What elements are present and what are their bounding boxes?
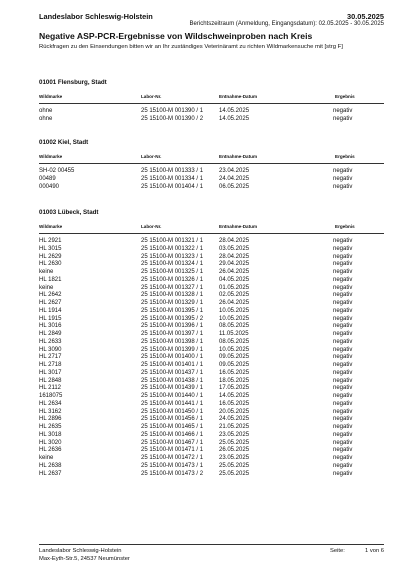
cell-entnahme-datum: 16.05.2025 — [219, 369, 250, 376]
cell-labor-nr: 25 15100-M 001326 / 1 — [141, 276, 204, 283]
table-row — [39, 354, 384, 362]
footer-lab: Landeslabor Schleswig-Holstein — [39, 548, 122, 554]
column-headers — [39, 93, 384, 104]
table-row — [39, 385, 384, 393]
cell-labor-nr: 25 15100-M 001473 / 2 — [141, 470, 204, 477]
cell-ergebnis: negativ — [333, 424, 353, 430]
cell-wildmarke: SH-02 00455 — [39, 168, 75, 174]
cell-entnahme-datum: 17.05.2025 — [219, 385, 250, 392]
result-rows — [39, 108, 384, 124]
table-row — [39, 393, 384, 401]
cell-labor-nr: 25 15100-M 001395 / 1 — [141, 307, 204, 314]
cell-ergebnis: negativ — [333, 269, 353, 275]
cell-labor-nr: 25 15100-M 001439 / 1 — [141, 385, 204, 392]
cell-ergebnis: negativ — [333, 439, 353, 446]
cell-labor-nr: 25 15100-M 001395 / 2 — [141, 315, 204, 322]
cell-entnahme-datum: 26.04.2025 — [219, 269, 250, 275]
cell-wildmarke: HL 3018 — [39, 431, 62, 438]
cell-entnahme-datum: 14.05.2025 — [219, 115, 250, 122]
column-wildmarke: Wildmarke — [39, 94, 63, 99]
cell-labor-nr: 25 15100-M 001438 / 1 — [141, 377, 204, 384]
cell-ergebnis: negativ — [333, 276, 353, 283]
cell-labor-nr: 25 15100-M 001399 / 1 — [141, 346, 204, 353]
cell-labor-nr: 25 15100-M 001401 / 1 — [141, 362, 204, 368]
cell-entnahme-datum: 02.05.2025 — [219, 292, 250, 299]
cell-entnahme-datum: 03.05.2025 — [219, 245, 250, 252]
cell-ergebnis: negativ — [333, 408, 353, 415]
cell-wildmarke: HL 3020 — [39, 439, 62, 446]
cell-entnahme-datum: 25.05.2025 — [219, 439, 250, 446]
cell-ergebnis: negativ — [333, 377, 353, 384]
table-row — [39, 300, 384, 308]
cell-labor-nr: 25 15100-M 001325 / 1 — [141, 269, 204, 275]
cell-entnahme-datum: 25.05.2025 — [219, 462, 250, 469]
cell-wildmarke: HL 2637 — [39, 470, 62, 477]
table-row — [39, 347, 384, 355]
cell-wildmarke: HL 2629 — [39, 253, 62, 260]
cell-entnahme-datum: 10.05.2025 — [219, 307, 250, 314]
cell-wildmarke: 1618075 — [39, 393, 63, 399]
cell-entnahme-datum: 06.05.2025 — [219, 183, 250, 190]
cell-ergebnis: negativ — [333, 183, 353, 190]
cell-entnahme-datum: 28.04.2025 — [219, 253, 250, 260]
cell-ergebnis: negativ — [333, 362, 353, 368]
table-row — [39, 378, 384, 386]
cell-ergebnis: negativ — [333, 253, 353, 260]
cell-entnahme-datum: 09.05.2025 — [219, 362, 250, 368]
cell-ergebnis: negativ — [333, 300, 353, 306]
table-row — [39, 108, 384, 116]
cell-labor-nr: 25 15100-M 001437 / 1 — [141, 369, 204, 376]
cell-ergebnis: negativ — [333, 323, 353, 330]
cell-labor-nr: 25 15100-M 001400 / 1 — [141, 354, 204, 361]
cell-wildmarke: HL 2634 — [39, 400, 62, 407]
cell-wildmarke: HL 1915 — [39, 315, 62, 322]
cell-labor-nr: 25 15100-M 001471 / 1 — [141, 447, 204, 454]
table-row — [39, 471, 384, 479]
cell-wildmarke: HL 1821 — [39, 276, 62, 283]
column-labor-nr: Labor-Nr. — [141, 154, 162, 159]
cell-labor-nr: 25 15100-M 001404 / 1 — [141, 183, 204, 190]
cell-wildmarke: HL 3162 — [39, 408, 62, 415]
cell-ergebnis: negativ — [333, 108, 353, 114]
column-entnahme-datum: Entnahme-Datum — [219, 94, 258, 99]
cell-entnahme-datum: 01.05.2025 — [219, 284, 250, 291]
cell-labor-nr: 25 15100-M 001466 / 1 — [141, 431, 204, 438]
cell-entnahme-datum: 23.05.2025 — [219, 431, 250, 438]
cell-entnahme-datum: 23.05.2025 — [219, 455, 250, 461]
column-wildmarke: Wildmarke — [39, 154, 63, 159]
cell-entnahme-datum: 24.04.2025 — [219, 175, 250, 182]
table-row — [39, 455, 384, 463]
cell-entnahme-datum: 26.04.2025 — [219, 300, 250, 306]
cell-ergebnis: negativ — [333, 393, 353, 399]
cell-wildmarke: ohne — [39, 115, 53, 122]
column-labor-nr: Labor-Nr. — [141, 94, 162, 99]
district-heading: 01003 Lübeck, Stadt — [39, 209, 99, 216]
cell-ergebnis: negativ — [333, 416, 353, 423]
footer-divider — [39, 544, 384, 545]
district-section — [39, 79, 384, 124]
cell-ergebnis: negativ — [333, 261, 353, 268]
column-labor-nr: Labor-Nr. — [141, 224, 162, 229]
table-row — [39, 269, 384, 277]
cell-ergebnis: negativ — [333, 431, 353, 438]
cell-labor-nr: 25 15100-M 001456 / 1 — [141, 416, 204, 423]
cell-entnahme-datum: 23.04.2025 — [219, 168, 250, 174]
cell-ergebnis: negativ — [333, 447, 353, 454]
table-row — [39, 285, 384, 293]
cell-ergebnis: negativ — [333, 292, 353, 299]
cell-labor-nr: 25 15100-M 001334 / 1 — [141, 175, 204, 182]
cell-ergebnis: negativ — [333, 175, 353, 182]
cell-ergebnis: negativ — [333, 245, 353, 252]
cell-labor-nr: 25 15100-M 001390 / 2 — [141, 115, 204, 122]
cell-wildmarke: HL 2627 — [39, 300, 62, 306]
table-row — [39, 168, 384, 176]
table-row — [39, 432, 384, 440]
table-row — [39, 261, 384, 269]
cell-entnahme-datum: 28.04.2025 — [219, 238, 250, 244]
cell-wildmarke: HL 2921 — [39, 238, 62, 244]
district-heading: 01002 Kiel, Stadt — [39, 139, 89, 146]
cell-entnahme-datum: 21.05.2025 — [219, 424, 250, 430]
cell-ergebnis: negativ — [333, 315, 353, 322]
cell-entnahme-datum: 24.05.2025 — [219, 416, 250, 423]
cell-ergebnis: negativ — [333, 385, 353, 392]
footer-page-number: 1 von 6 — [364, 548, 384, 554]
table-row — [39, 401, 384, 409]
table-row — [39, 440, 384, 448]
cell-entnahme-datum: 16.05.2025 — [219, 400, 250, 407]
cell-wildmarke: HL 2896 — [39, 416, 62, 423]
cell-labor-nr: 25 15100-M 001467 / 1 — [141, 439, 204, 446]
cell-ergebnis: negativ — [333, 400, 353, 407]
column-entnahme-datum: Entnahme-Datum — [219, 224, 258, 229]
cell-entnahme-datum: 29.04.2025 — [219, 261, 250, 268]
footer-address: Max-Eyth-Str.5, 24537 Neumünster — [39, 556, 130, 562]
table-row — [39, 184, 384, 192]
cell-entnahme-datum: 10.05.2025 — [219, 315, 250, 322]
cell-wildmarke: HL 2717 — [39, 354, 62, 361]
cell-wildmarke: HL 2638 — [39, 462, 62, 469]
cell-ergebnis: negativ — [333, 115, 353, 122]
cell-labor-nr: 25 15100-M 001397 / 1 — [141, 331, 204, 337]
cell-wildmarke: keine — [39, 284, 54, 291]
cell-labor-nr: 25 15100-M 001472 / 1 — [141, 455, 204, 461]
cell-entnahme-datum: 25.05.2025 — [219, 470, 250, 477]
cell-wildmarke: HL 2848 — [39, 377, 62, 384]
table-row — [39, 424, 384, 432]
cell-wildmarke: HL 2635 — [39, 424, 62, 430]
table-row — [39, 116, 384, 124]
report-note: Rückfragen zu den Einsendungen bitten wir an Ihr zuständiges Veterinäramt zu richten Wildmarkensuche mit [strg F] — [39, 44, 343, 50]
cell-entnahme-datum: 26.05.2025 — [219, 447, 250, 454]
cell-labor-nr: 25 15100-M 001323 / 1 — [141, 253, 204, 260]
report-date: 30.05.2025 — [347, 12, 384, 21]
cell-ergebnis: negativ — [333, 354, 353, 361]
column-headers — [39, 223, 384, 234]
cell-ergebnis: negativ — [333, 462, 353, 469]
column-ergebnis: Ergebnis — [335, 94, 355, 99]
cell-wildmarke: keine — [39, 269, 54, 275]
cell-wildmarke: HL 2112 — [39, 385, 62, 392]
table-row — [39, 277, 384, 285]
cell-entnahme-datum: 08.05.2025 — [219, 338, 250, 345]
table-row — [39, 308, 384, 316]
cell-labor-nr: 25 15100-M 001440 / 1 — [141, 393, 204, 399]
cell-ergebnis: negativ — [333, 284, 353, 291]
cell-wildmarke: ohne — [39, 108, 53, 114]
lab-name: Landeslabor Schleswig-Holstein — [39, 12, 153, 21]
table-row — [39, 409, 384, 417]
cell-wildmarke: HL 3017 — [39, 369, 62, 376]
column-ergebnis: Ergebnis — [335, 224, 355, 229]
cell-ergebnis: negativ — [333, 338, 353, 345]
table-row — [39, 331, 384, 339]
table-row — [39, 416, 384, 424]
cell-labor-nr: 25 15100-M 001329 / 1 — [141, 300, 204, 306]
cell-wildmarke: HL 2642 — [39, 292, 62, 299]
cell-labor-nr: 25 15100-M 001441 / 1 — [141, 400, 204, 407]
cell-wildmarke: HL 2630 — [39, 261, 62, 268]
column-headers — [39, 153, 384, 164]
cell-entnahme-datum: 04.05.2025 — [219, 276, 250, 283]
district-section — [39, 139, 384, 191]
cell-wildmarke: keine — [39, 455, 54, 461]
cell-labor-nr: 25 15100-M 001398 / 1 — [141, 338, 204, 345]
cell-wildmarke: HL 3015 — [39, 245, 62, 252]
cell-ergebnis: negativ — [333, 369, 353, 376]
report-title: Negative ASP-PCR-Ergebnisse von Wildschweinproben nach Kreis — [39, 31, 313, 41]
cell-wildmarke: HL 3016 — [39, 323, 62, 330]
cell-entnahme-datum: 08.05.2025 — [219, 323, 250, 330]
table-row — [39, 362, 384, 370]
cell-ergebnis: negativ — [333, 168, 353, 174]
cell-labor-nr: 25 15100-M 001322 / 1 — [141, 245, 204, 252]
cell-labor-nr: 25 15100-M 001396 / 1 — [141, 323, 204, 330]
footer-page-label: Seite: — [330, 548, 345, 554]
column-entnahme-datum: Entnahme-Datum — [219, 154, 258, 159]
column-wildmarke: Wildmarke — [39, 224, 63, 229]
cell-entnahme-datum: 10.05.2025 — [219, 346, 250, 353]
cell-entnahme-datum: 14.05.2025 — [219, 108, 250, 114]
cell-wildmarke: HL 1914 — [39, 307, 62, 314]
cell-labor-nr: 25 15100-M 001327 / 1 — [141, 284, 204, 291]
cell-labor-nr: 25 15100-M 001465 / 1 — [141, 424, 204, 430]
cell-entnahme-datum: 18.05.2025 — [219, 377, 250, 384]
cell-ergebnis: negativ — [333, 455, 353, 461]
cell-ergebnis: negativ — [333, 346, 353, 353]
table-row — [39, 463, 384, 471]
table-row — [39, 316, 384, 324]
table-row — [39, 238, 384, 246]
cell-entnahme-datum: 09.05.2025 — [219, 354, 250, 361]
table-row — [39, 246, 384, 254]
cell-entnahme-datum: 20.05.2025 — [219, 408, 250, 415]
table-row — [39, 323, 384, 331]
column-ergebnis: Ergebnis — [335, 154, 355, 159]
result-rows — [39, 238, 384, 478]
cell-wildmarke: 00489 — [39, 175, 56, 182]
cell-entnahme-datum: 14.05.2025 — [219, 393, 250, 399]
result-rows — [39, 168, 384, 191]
cell-labor-nr: 25 15100-M 001333 / 1 — [141, 168, 204, 174]
cell-ergebnis: negativ — [333, 470, 353, 477]
table-row — [39, 176, 384, 184]
cell-wildmarke: HL 2633 — [39, 338, 62, 345]
cell-labor-nr: 25 15100-M 001450 / 1 — [141, 408, 204, 415]
cell-wildmarke: HL 2849 — [39, 331, 62, 337]
cell-ergebnis: negativ — [333, 307, 353, 314]
table-row — [39, 339, 384, 347]
cell-wildmarke: HL 2718 — [39, 362, 62, 368]
cell-labor-nr: 25 15100-M 001324 / 1 — [141, 261, 204, 268]
cell-labor-nr: 25 15100-M 001321 / 1 — [141, 238, 204, 244]
report-period: Berichtszeitraum (Anmeldung, Eingangsdatum): 02.05.2025 - 30.05.2025 — [189, 21, 384, 27]
cell-wildmarke: HL 3090 — [39, 346, 62, 353]
cell-labor-nr: 25 15100-M 001390 / 1 — [141, 108, 204, 114]
cell-ergebnis: negativ — [333, 238, 353, 244]
district-section — [39, 209, 384, 478]
cell-wildmarke: HL 2636 — [39, 447, 62, 454]
cell-ergebnis: negativ — [333, 331, 353, 337]
cell-labor-nr: 25 15100-M 001473 / 1 — [141, 462, 204, 469]
table-row — [39, 292, 384, 300]
table-row — [39, 370, 384, 378]
cell-entnahme-datum: 11.05.2025 — [219, 331, 249, 337]
table-row — [39, 254, 384, 262]
table-row — [39, 447, 384, 455]
cell-labor-nr: 25 15100-M 001328 / 1 — [141, 292, 204, 299]
cell-wildmarke: 000490 — [39, 183, 60, 190]
district-heading: 01001 Flensburg, Stadt — [39, 79, 107, 86]
